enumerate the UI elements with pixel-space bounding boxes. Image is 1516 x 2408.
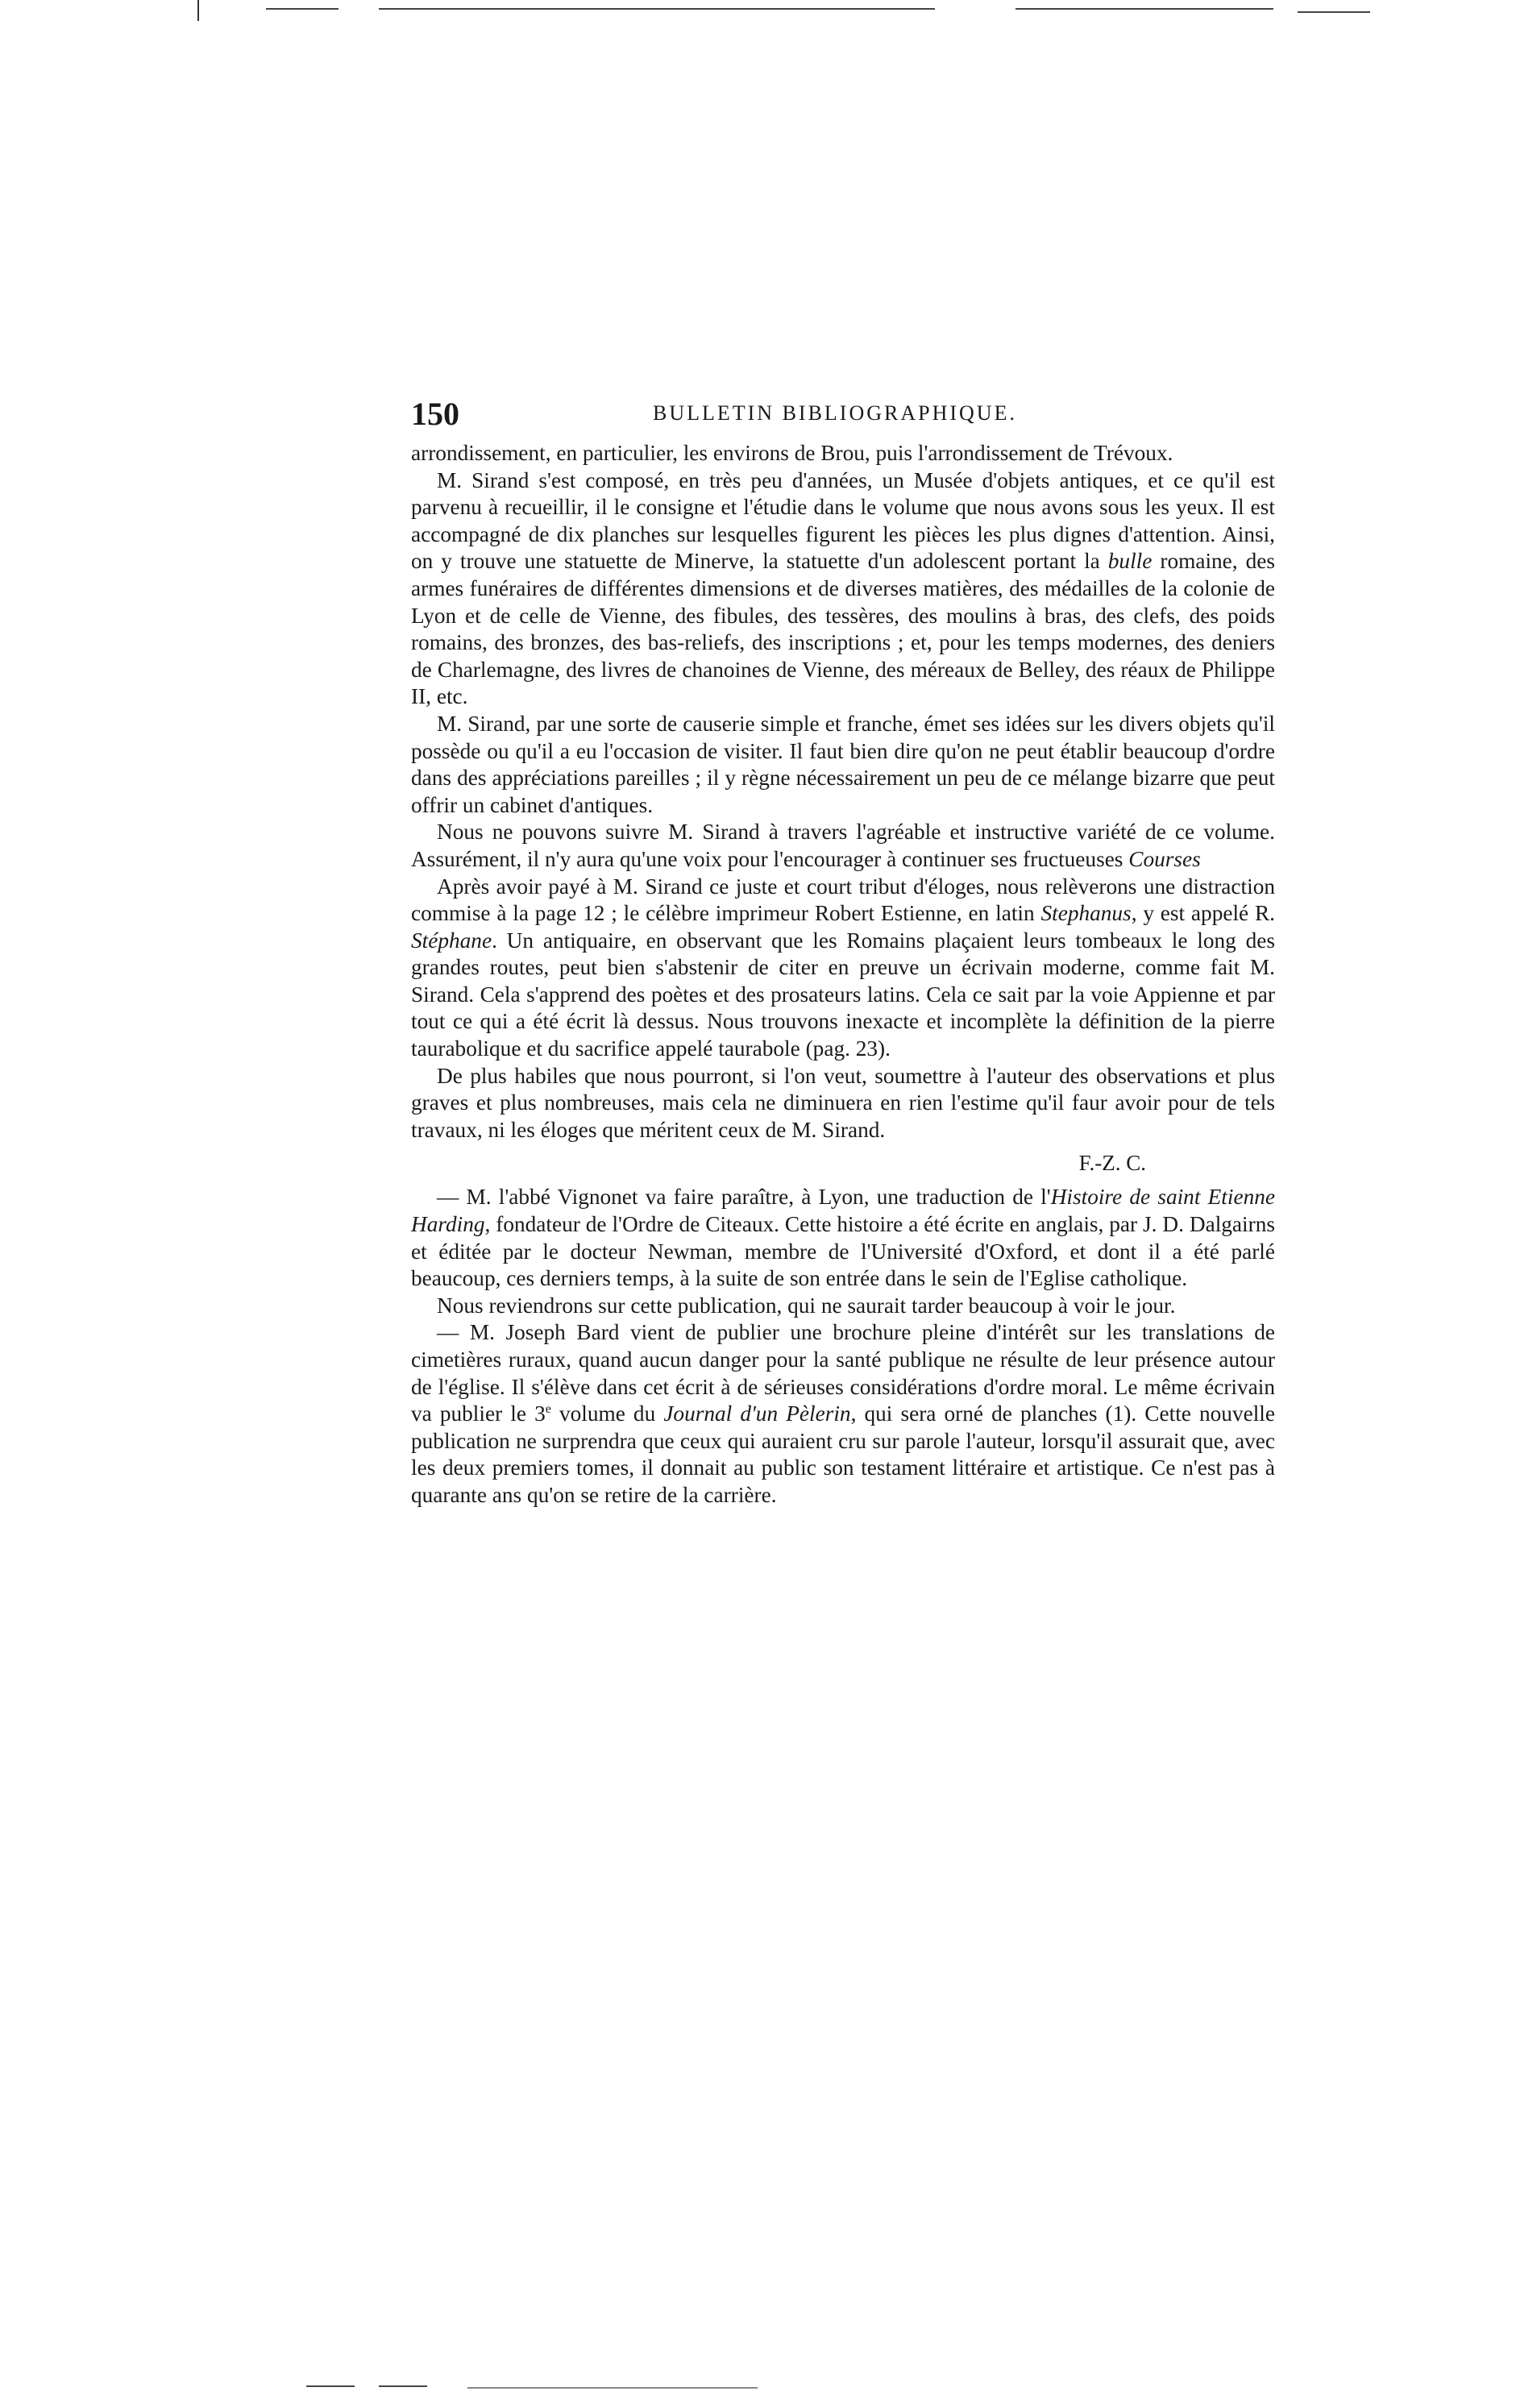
italic-title: Histoire de saint Etienne Harding <box>411 1185 1275 1237</box>
superscript: e <box>545 1402 551 1417</box>
paragraph-text: , qui sera orné de planches (1). Cette nouvelle publication ne surprendra que ceux qui auraient cru sur parole l'auteur, lorsqu'il assurait que, avec les deux premiers tomes, il donnait au public son testament littéraire et artistique. Ce n'est pas à quarante ans qu'on se retire de la carrière. <box>411 1401 1276 1507</box>
page-content <box>411 395 1275 1509</box>
scan-border-line <box>266 8 339 10</box>
paragraph-text: , y est appelé R. <box>1131 901 1275 926</box>
notice-paragraph <box>411 1293 1275 1320</box>
notice-paragraph <box>411 1319 1275 1509</box>
paragraph-text: . Un antiquaire, en observant que les Romains plaçaient leurs tombeaux le long des grandes routes, peut bien s'abstenir de citer en preuve un écrivain moderne, comme fait M. Sirand. Cela s'apprend des poètes et des prosateurs latins. Cela ce sait par la voie Appienne et par tout ce qui a été écrit là dessus. Nous trouvons inexacte et incomplète la définition de la pierre taurabolique et du sacrifice appelé taurabole (pag. 23). <box>411 928 1275 1061</box>
italic-term: Courses <box>1128 846 1201 871</box>
italic-term: Stephanus <box>1040 901 1132 926</box>
paragraph-text: Nous ne pouvons suivre M. Sirand à travers l'agréable et instructive variété de ce volume. Assurément, il n'y aura qu'une voix pour l'encourager à continuer ses fructueuses <box>411 820 1275 871</box>
author-signature: F.-Z. C. <box>1078 1151 1146 1176</box>
paragraph <box>411 711 1275 819</box>
paragraph <box>411 467 1275 711</box>
scan-border-line <box>467 2387 758 2389</box>
scan-edge-mark <box>197 0 199 21</box>
paragraph-text: Après avoir payé à M. Sirand ce juste et court tribut d'éloges, nous relèverons une distraction commise à la page 12 ; le célèbre imprimeur Robert Estienne, en latin <box>411 874 1275 926</box>
paragraph-text: arrondissement, en particulier, les environs de Brou, puis l'arrondissement de Trévoux. <box>411 441 1173 465</box>
paragraph-text: , fondateur de l'Ordre de Citeaux. Cette histoire a été écrite en anglais, par J. D. Dalgairns et éditée par le docteur Newman, membre de l'Université d'Oxford, et dont il a été parlé beaucoup, ces derniers temps, à la suite de son entrée dans le sein de l'Eglise catholique. <box>411 1212 1275 1291</box>
paragraph-text: romaine, des armes funéraires de différentes dimensions et de diverses matières, des médailles de la colonie de Lyon et de celle de Vienne, des fibules, des tessères, des moulins à bras, des clefs, des poids romains, des bronzes, des bas-reliefs, des inscriptions ; et, pour les temps modernes, des deniers de Charlemagne, des livres de chanoines de Vienne, des méreaux de Belley, des réaux de Philippe II, etc. <box>411 549 1275 709</box>
paragraph <box>411 874 1275 1063</box>
italic-title: Journal d'un Pèlerin <box>663 1401 851 1426</box>
page-number: 150 <box>411 396 459 432</box>
italic-term: Stéphane <box>411 928 492 953</box>
running-head <box>411 395 1275 440</box>
paragraph-text: Nous reviendrons sur cette publication, qui ne saurait tarder beaucoup à voir le jour. <box>437 1293 1176 1318</box>
paragraph-text: M. Sirand s'est composé, en très peu d'années, un Musée d'objets antiques, et ce qu'il est parvenu à recueillir, il le consigne et l'étudie dans le volume que nous avons sous les yeux. Il est accompagné de dix planches sur lesquelles figurent les pièces les plus dignes d'attention. Ainsi, on y trouve une statuette de Minerve, la statuette d'un adolescent portant la <box>411 467 1275 574</box>
running-title: BULLETIN BIBLIOGRAPHIQUE. <box>653 401 1017 425</box>
paragraph <box>411 440 1275 467</box>
paragraph-text: volume du <box>550 1401 664 1426</box>
paragraph-text: De plus habiles que nous pourront, si l'on veut, soumettre à l'auteur des observations et plus graves et plus nombreuses, mais cela ne diminuera en rien l'estime qu'il faur avoir pour de tels travaux, ni les éloges que méritent ceux de M. Sirand. <box>411 1063 1275 1142</box>
scan-border-line <box>379 8 935 10</box>
paragraph <box>411 1063 1275 1144</box>
paragraph-text: — M. Joseph Bard vient de publier une brochure pleine d'intérêt sur les translations de cimetières ruraux, quand aucun danger pour la santé publique ne résulte de leur présence autour de l'église. Il s'élève dans cet écrit à de sérieuses considérations d'ordre moral. Le même écrivain va publier le 3 <box>411 1320 1275 1426</box>
scan-border-line <box>379 2385 427 2387</box>
scan-border-line <box>1016 8 1273 10</box>
scan-border-line <box>306 2385 355 2387</box>
paragraph <box>411 819 1275 873</box>
italic-term: bulle <box>1107 549 1153 574</box>
article-body <box>411 440 1275 1509</box>
paragraph-text: — M. l'abbé Vignonet va faire paraître, à Lyon, une traduction de l' <box>437 1185 1051 1210</box>
paragraph-text: M. Sirand, par une sorte de causerie simple et franche, émet ses idées sur les divers objets qu'il possède ou qu'il a eu l'occasion de visiter. Il faut bien dire qu'on ne peut établir beaucoup d'ordre dans des appréciations pareilles ; il y règne nécessairement un peu de ce mélange bizarre que peut offrir un cabinet d'antiques. <box>411 711 1275 817</box>
scan-border-line <box>1298 11 1370 13</box>
notice-paragraph <box>411 1184 1275 1292</box>
